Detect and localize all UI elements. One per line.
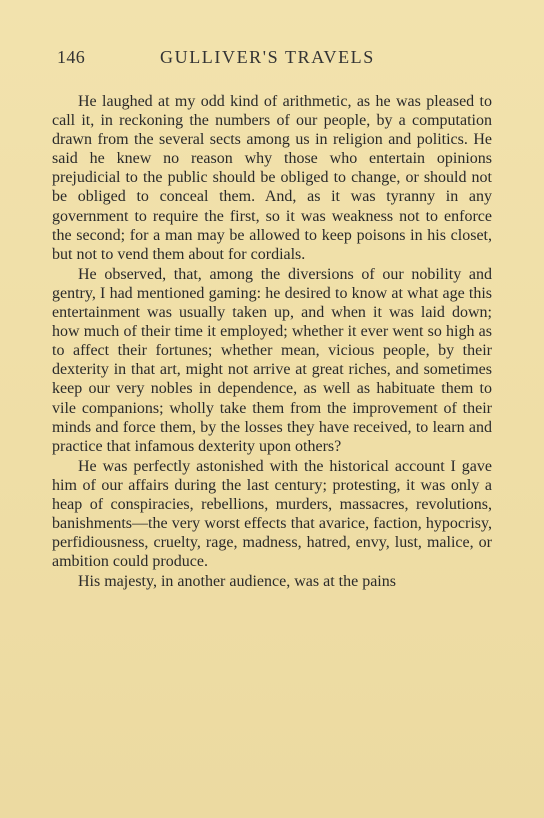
paragraph: He laughed at my odd kind of arithmetic, as he was pleased to call it, in reckoning the numbers of our people, by a computation drawn from the several sects among us in religion and politics. He said he knew no reason why those who entertain opinions prejudicial to the public should be obliged to change, or should not be obliged to conceal them. And, as it was tyranny in any government to require the first, so it was weakness not to enforce the second; for a man may be allowed to keep poisons in his closet, but not to vend them about for cordials. [52, 93, 492, 263]
paragraph: He was perfectly astonished with the historical account I gave him of our affairs during the last century; protesting, it was only a heap of conspiracies, rebellions, murders, massacres, revolutions, banishments—the very worst effects that avarice, faction, hypocrisy, perfidiousness, cruelty, rage, madness, hatred, envy, lust, malice, or ambition could produce. [52, 457, 492, 571]
page-number: 146 [57, 47, 86, 67]
running-title: GULLIVER'S TRAVELS [160, 47, 375, 67]
body-text [52, 92, 492, 591]
page-header [57, 47, 494, 71]
paragraph: His majesty, in another audience, was at the pains [78, 573, 396, 591]
paragraph: He observed, that, among the diversions of our nobility and gentry, I had mentioned gaming: he desired to know at what age this entertainment was usually taken up, and when it was laid down; how much of their time it employed; whether it ever went so high as to affect their fortunes; whether mean, vicious people, by their dexterity in that art, might not arrive at great riches, and sometimes keep our very nobles in dependence, as well as habituate them to vile companions; wholly take them from the improvement of their minds and force them, by the losses they have received, to learn and practice that infamous dexterity upon others? [52, 265, 492, 455]
